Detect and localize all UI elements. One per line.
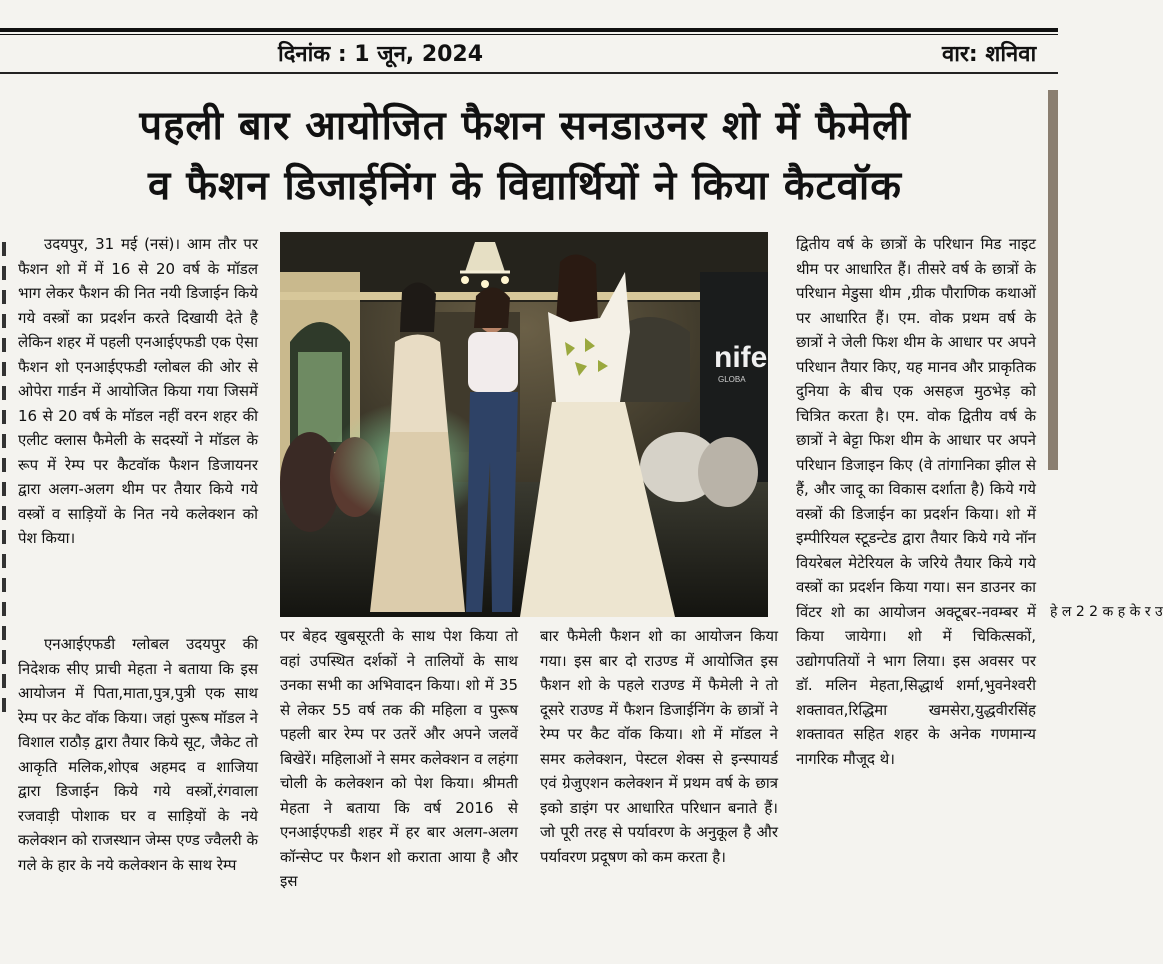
- fashion-show-photo: [280, 232, 768, 617]
- headline-line-2: व फैशन डिजाईनिंग के विद्यार्थियों ने किया कैटवॉक: [148, 163, 902, 209]
- header-divider: [0, 72, 1058, 74]
- article-paragraph-3: पर बेहद खुबसूरती के साथ पेश किया तो वहां उपस्थित दर्शकों ने तालियों के साथ उनका सभी का अभिवादन किया। शो में 35 से लेकर 55 वर्ष तक की महिला व पुरूष पहली बार रेम्प पर उतरें और अपने जलवें बिखेरें। महिलाओं ने समर कलेक्शन व लहंगा चोली के कलेक्शन को पेश किया। श्रीमती मेहता ने बताया कि वर्ष 2016 से एनआईएफडी शहर में हर बार अलग-अलग कॉन्सेप्ट पर फैशन शो कराता आया है और इस: [280, 627, 518, 890]
- day-line: वार: शनिवा: [942, 42, 1037, 67]
- headline-line-1: पहली बार आयोजित फैशन सनडाउनर शो में फैमेली: [139, 103, 911, 149]
- article-column-1-bottom: [18, 632, 258, 964]
- svg-text:nife: nife: [714, 341, 768, 374]
- adjacent-article-fragment-left: [0, 232, 10, 964]
- article-paragraph-2: एनआईएफडी ग्लोबल उदयपुर की निदेशक सीए प्राची मेहता ने बताया कि इस आयोजन में पिता,माता,पुत्र,पुत्री एक साथ रेम्प पर केट वॉक किया। जहां पुरूष मॉडल ने विशाल राठौड़ द्वारा तैयार किये सूट, जैकेट तो आकृति मलिक,शोएब अहमद व शाजिया द्वारा डिजाईन किये गये वस्त्रों,रंगवाला रजवाड़ी पोशाक घर व साड़ियों के नये कलेक्शन को राजस्थान जेम्स एण्ड ज्वैलरी के गले के हार के नये कलेक्शन के साथ रेम्प: [18, 635, 258, 874]
- date-line: दिनांक : 1 जून, 2024: [278, 42, 484, 67]
- model-center: [466, 287, 518, 612]
- masthead-rule-thick: [0, 28, 1058, 32]
- adjacent-article-fragment-right: हे ल 2 2 क ह के र उ: [1050, 604, 1163, 620]
- adjacent-photo-fragment-right: [1048, 90, 1058, 470]
- svg-text:GLOBA: GLOBA: [718, 375, 746, 384]
- article-column-1-top: [18, 232, 258, 624]
- article-paragraph-4: बार फैमेली फैशन शो का आयोजन किया गया। इस बार दो राउण्ड में आयोजित इस फैशन शो के पहले राउण्ड में फैमेली ने तो दूसरे राउण्ड में फैशन डिजाईनिंग के छात्रों ने रेम्प पर कैट वॉक किया। शो में मॉडल ने समर कलेक्शन, पेस्टल शेक्स से इन्स्पायर्ड एवं ग्रेजुएशन कलेक्शन में प्रथम वर्ष के छात्र इको डाइंग पर आधारित परिधान बनाते हैं। जो पूरी तरह से पर्यावरण के अनुकूल है और पर्यावरण प्रदूषण को कम करता है।: [540, 627, 778, 866]
- article-paragraph-1: उदयपुर, 31 मई (नसं)। आम तौर पर फैशन शो में में 16 से 20 वर्ष के मॉडल भाग लेकर फैशन की नित नयी डिजाईन किये गये वस्त्रों का प्रदर्शन करते दिखायी देते है लेकिन शहर में पहली एनआईएफडी एक ऐसा फैशन शो एनआईएफडी ग्लोबल की ओर से ओपेरा गार्डन में आयोजित किया गया जिसमें 16 से 20 वर्ष के मॉडल नहीं वरन शहर की एलीट क्लास फैमेली के सदस्यों ने मॉडल के रूप में रेम्प पर कैटवॉक फैशन डिजायनर द्वारा अलग-अलग थीम पर तैयार किये गये वस्त्रों व साड़ियों के नित नये कलेक्शन को पेश किया।: [18, 235, 258, 547]
- article-column-2: [280, 624, 518, 964]
- article-column-4: [796, 232, 1036, 964]
- headline: [10, 96, 1040, 216]
- article-paragraph-5: द्वितीय वर्ष के छात्रों के परिधान मिड नाइट थीम पर आधारित हैं। तीसरे वर्ष के छात्रों के परिधान मेडुसा थीम ,ग्रीक पौराणिक कथाओं पर आधारित हैं। एम. वोक प्रथम वर्ष के छात्रों ने जेली फिश थीम के आधार पर अपने परिधान तैयार किए, यह मानव और प्राकृतिक दुनिया के बीच एक असहज मुठभेड़ को चित्रित करता है। एम. वोक द्वितीय वर्ष के छात्रों ने बेट्टा फिश थीम के आधार पर अपने परिधान डिजाइन किए (वे तांगानिका झील से हैं, और जादू का विकास दर्शाता है) किये गये वस्त्रों की डिजाईन का प्रदर्शन किया। शो में इम्पीरियल स्टूडन्टेड द्वारा तैयार किये गये नॉन वियरेबल मेटेरियल के जरिये तैयार किये गये वस्त्रों का प्रदर्शन किया गया। सन डाउनर का विंटर शो का आयोजन अक्टूबर-नवम्बर में किया जायेगा। शो में चिकित्सकों, उद्योगपतियों ने भाग लिया। इस अवसर पर डॉ. मलिन मेहता,सिद्धार्थ शर्मा,भुवनेश्वरी शक्तावत,रिद्धिमा खमसेरा,युद्धवीरसिंह शक्तावत सहित शहर के अनेक गणमान्य नागरिक मौजूद थे।: [796, 235, 1036, 768]
- masthead-rule-thin: [0, 34, 1058, 35]
- article-column-3: [540, 624, 778, 964]
